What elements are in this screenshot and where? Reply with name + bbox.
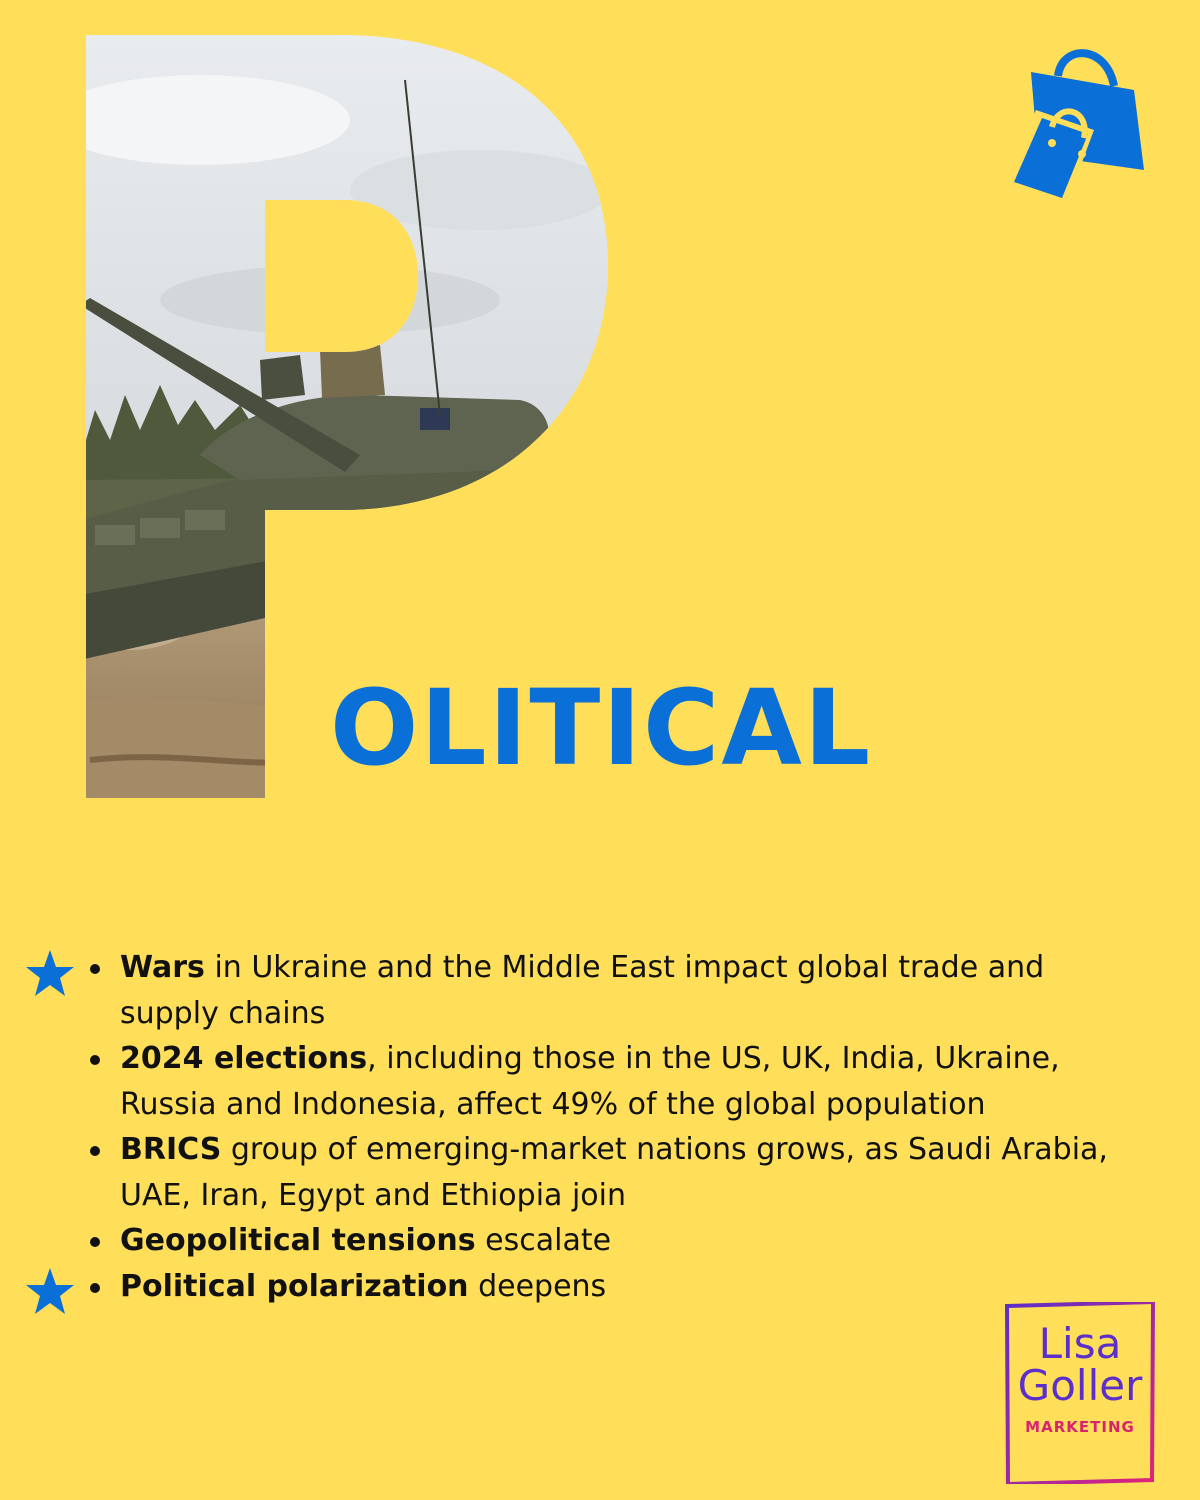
bullet-dot [90,964,100,974]
bullet-bold: BRICS [120,1132,222,1167]
bullet-bold: Geopolitical tensions [120,1223,476,1258]
bullet-dot [90,1055,100,1065]
logo-line-marketing: MARKETING [1025,1418,1135,1436]
bullet-dot [90,1283,100,1293]
bullet-item-elections [90,1036,1150,1127]
bullet-item-polarization [90,1264,1150,1310]
bullet-text: group of emerging-market nations grows, as Saudi Arabia, UAE, Iran, Egypt and Ethiopia join [120,1132,1108,1213]
heading-political-rest: OLITICAL [330,667,873,789]
bullet-text: in Ukraine and the Middle East impact global trade and supply chains [120,950,1045,1031]
bullet-list [90,945,1150,1309]
bullet-dot [90,1146,100,1156]
brand-logo [1004,1302,1156,1484]
bullet-dot [90,1237,100,1247]
logo-line-lisa: Lisa [1038,1319,1122,1368]
bullet-text: , including those in the US, UK, India, Ukraine, Russia and Indonesia, affect 49% of the global population [120,1041,1060,1122]
bullet-bold: 2024 elections [120,1041,368,1076]
star-icon [24,948,76,1000]
bullet-item-brics [90,1127,1150,1218]
shopping-bags-icon [996,30,1156,210]
bullet-bold: Wars [120,950,205,985]
bullet-bold: Political polarization [120,1268,469,1304]
bullet-text: escalate [475,1223,612,1258]
bullet-item-tensions [90,1218,1150,1264]
bullet-item-wars [90,945,1150,1036]
bullet-text: deepens [468,1268,607,1304]
logo-line-goller: Goller [1017,1361,1143,1410]
star-icon [24,1266,76,1318]
